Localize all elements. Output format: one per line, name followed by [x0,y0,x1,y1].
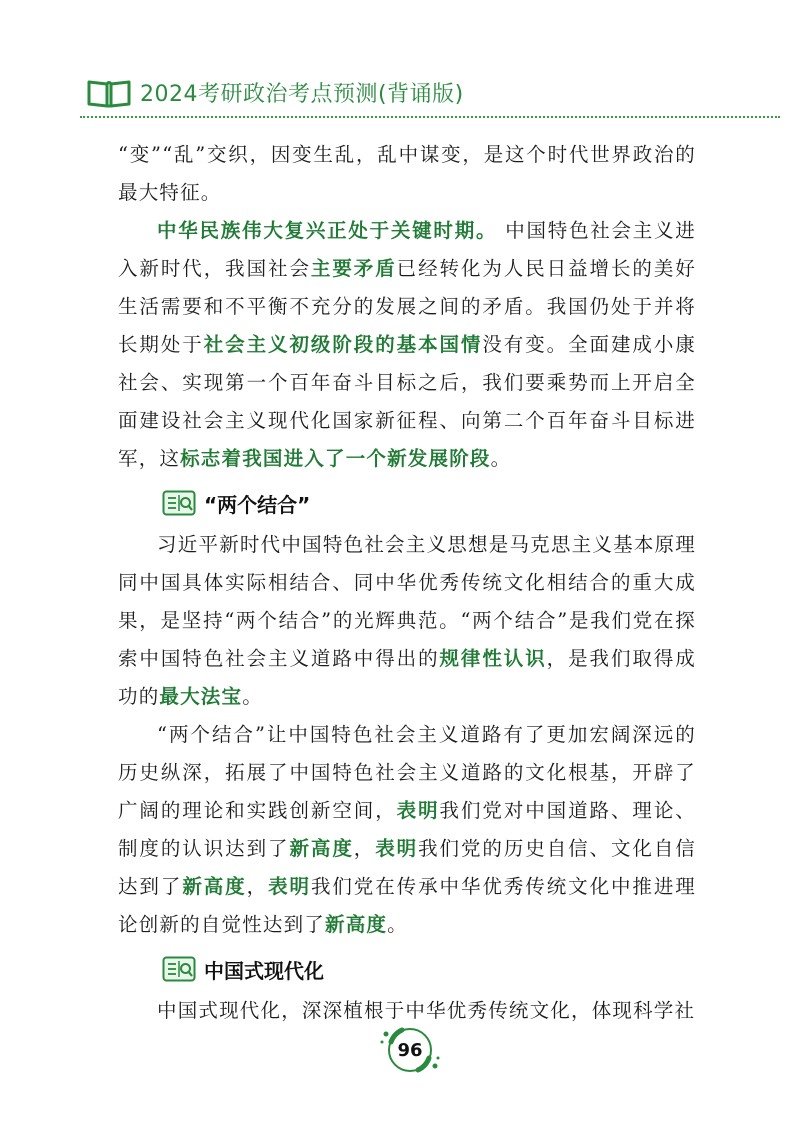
paragraph-1 [118,136,696,212]
text-run: 已经转化为人民日益增长的美好生活需要和不平衡不充分的发展之间的矛盾。我国仍处于并将长期处于 [118,257,696,356]
text-run: 习近平新时代中国特色社会主义思想是马克思主义基本原理同中国具体实际相结合、同中华优秀传统文化相结合的重大成果，是坚持“两个结合”的光辉典范。“两个结合”是我们党在探索中国特色社会主义道路中得出的 [118,533,696,670]
page-number: 96 [397,1039,423,1061]
text-run: ，是我们取得成功的 [118,647,696,708]
section-title: “两个结合” [204,492,311,517]
highlight-term: 表明 [268,875,311,898]
header-title: 2024考研政治考点预测(背诵版) [140,81,464,107]
highlight-term: 最大法宝 [159,685,243,708]
highlight-term: 新高度 [325,913,388,936]
highlight-term: 社会主义初级阶段的基本国情 [203,333,483,356]
highlight-term: 新高度 [289,837,354,860]
text-run: “两个结合”让中国特色社会主义道路有了更加宏阔深远的历史纵深，拓展了中国特色社会主义道路的文化根基，开辟了广阔的理论和实践创新空间， [118,723,696,822]
text-run: 中国特色社会主义进入新时代，我国社会 [118,219,697,280]
header-divider [80,116,780,118]
text-run: 。 [490,447,512,470]
book-search-icon [162,490,196,516]
section-heading-two-combinations [162,482,696,524]
highlight-term: 规律性认识 [439,647,547,670]
paragraph-2 [118,212,696,478]
book-search-icon [162,956,196,982]
text-run: 中国式现代化，深深植根于中华优秀传统文化，体现科学社 [157,999,696,1022]
text-run: ， [246,875,269,898]
text-run: 。 [242,685,263,708]
page-header [86,70,464,114]
open-book-icon [86,76,132,108]
text-run: 我们党对中国道路、理论、制度的认识达到了 [118,799,696,860]
text-run: “变”“乱”交织，因变生乱，乱中谋变，是这个时代世界政治的最大特征。 [118,143,696,204]
highlight-term: 新高度 [182,875,247,898]
text-run: 没有变。全面建成小康社会、实现第一个百年奋斗目标之后，我们要乘势而上开启全面建设社会主义现代化国家新征程、向第二个百年奋斗目标进军，这 [118,333,696,470]
text-run: 。 [387,913,408,936]
section-title: 中国式现代化 [204,958,324,983]
section-heading-chinese-modernization [162,948,696,990]
text-run: 我们党的历史自信、文化自信达到了 [118,837,696,898]
paragraph-3 [118,526,696,716]
page-number-badge [378,1018,442,1082]
main-content [118,136,696,1030]
highlight-term: 主要矛盾 [310,257,397,280]
text-run: ， [353,837,376,860]
highlight-term: 标志着我国进入了一个新发展阶段 [180,447,491,470]
text-run: 我们党在传承中华优秀传统文化中推进理论创新的自觉性达到了 [118,875,697,936]
highlight-term: 中华民族伟大复兴正处于关键时期。 [157,219,498,242]
highlight-term: 表明 [375,837,419,860]
paragraph-4 [118,716,696,944]
highlight-term: 表明 [396,799,440,822]
